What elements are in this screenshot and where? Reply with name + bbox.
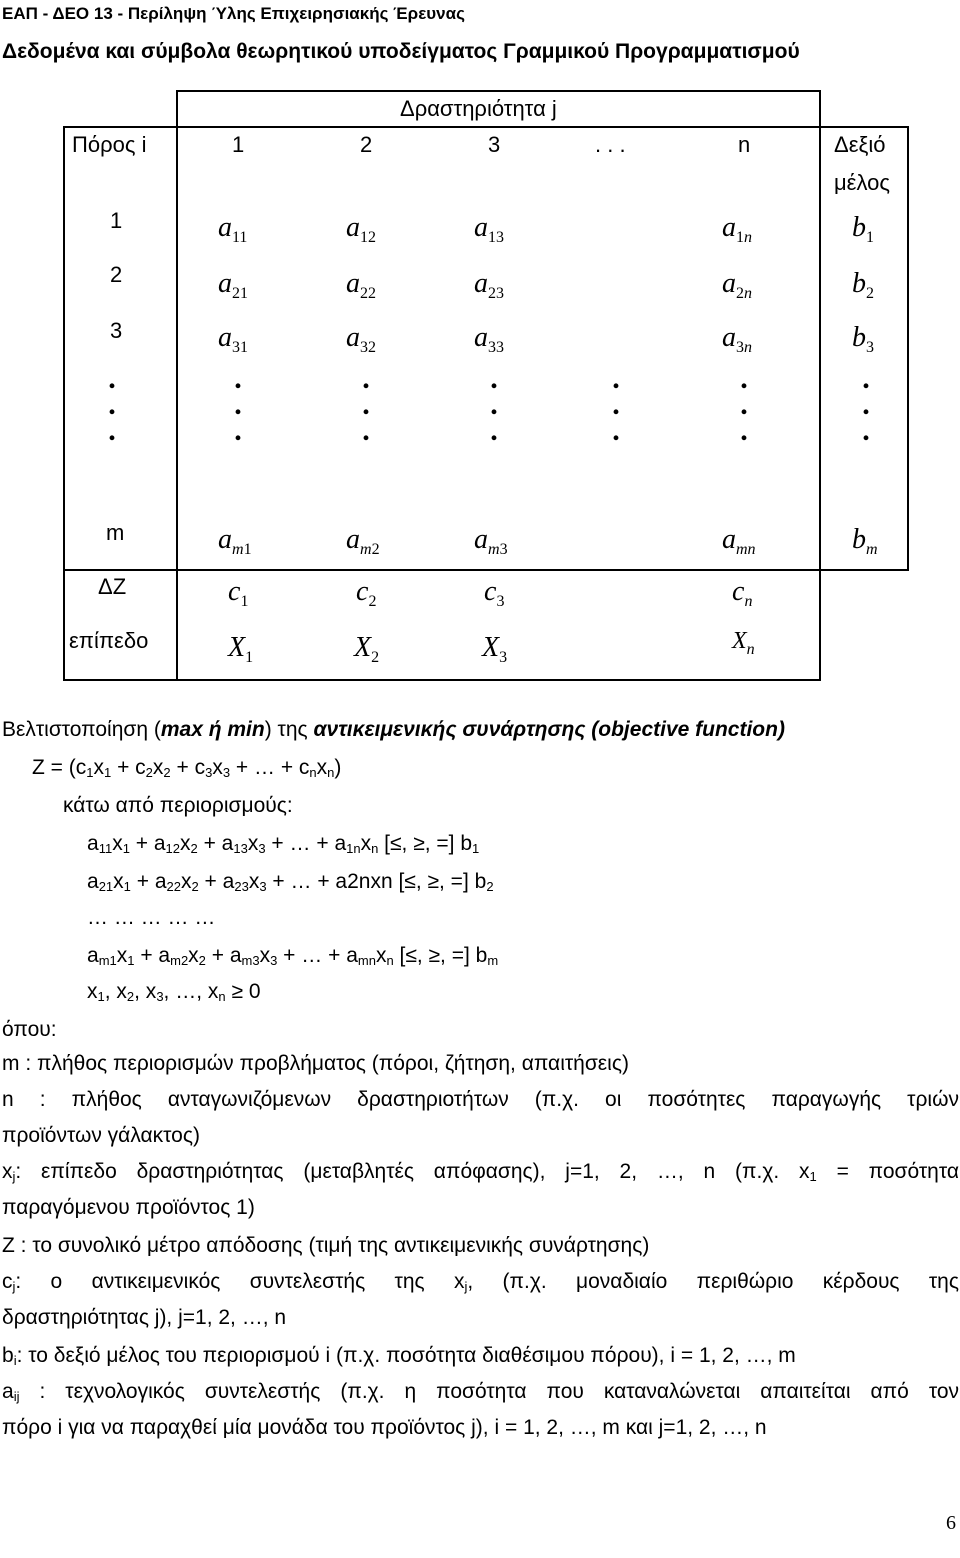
vertical-ellipsis: . . . <box>108 362 116 447</box>
coefficient-a3n: $a_{3n}$ <box>722 322 752 356</box>
rhs-heading: μέλος <box>834 170 890 195</box>
vertical-ellipsis: . . . <box>862 362 870 447</box>
column-1: 1 <box>232 132 245 157</box>
coefficient-a23: $a_{23}$ <box>474 268 504 302</box>
coefficient-a21: $a_{21}$ <box>218 268 248 302</box>
coefficient-a32: $a_{32}$ <box>346 322 376 356</box>
constraint-1: $a_{11}x_1 + a_{12}x_2 + a_{13}x_3$ + … + $a_{1n}x_n$ [≤, ≥, =] $b_1$ <box>87 832 480 856</box>
section-title: Δεδομένα και σύμβολα θεωρητικού υποδείγματος Γραμμικού Προγραμματισμού <box>2 40 800 63</box>
coefficient-a31: $a_{31}$ <box>218 322 248 356</box>
definition-n: n : πλήθος ανταγωνιζόμενων δραστηριοτήτων (π.χ. οι ποσότητες παραγωγής τριών <box>2 1088 959 1111</box>
rhs-b3: $b_3$ <box>852 322 874 356</box>
table-border <box>63 679 821 681</box>
row-label-level: επίπεδο <box>69 628 149 653</box>
coefficient-a22: $a_{22}$ <box>346 268 376 302</box>
column-n: n <box>738 132 751 157</box>
column-dots: . . . <box>595 132 626 157</box>
nonnegativity: $x_1$, $x_2$, $x_3$, …, $x_n \ge 0$ <box>87 980 261 1004</box>
objective-function: $Z = (c_1x_1 + c_2x_2 + c_3x_3$ + … + $c_nx_n$) <box>32 756 342 780</box>
coefficient-a13: $a_{13}$ <box>474 212 504 246</box>
cost-cn: $c_n$ <box>732 576 753 610</box>
row-label-1: 1 <box>110 208 123 233</box>
table-border <box>63 126 909 128</box>
column-3: 3 <box>488 132 501 157</box>
rhs-b2: $b_2$ <box>852 268 874 302</box>
coefficient-am1: $a_{m1}$ <box>218 524 252 558</box>
vertical-ellipsis: . . . <box>490 362 498 447</box>
definition-c-cont: δραστηριότητας j), j=1, 2, …, n <box>2 1306 287 1329</box>
definition-n-cont: προϊόντων γάλακτος) <box>2 1124 200 1147</box>
table-border <box>907 126 909 570</box>
vertical-ellipsis: . . . <box>362 362 370 447</box>
coefficient-am3: $a_{m3}$ <box>474 524 508 558</box>
table-border <box>819 90 821 680</box>
definition-x: $x_j$: επίπεδο δραστηριότητας (μεταβλητές απόφασης), j=1, 2, …, n (π.χ. $x_1 = \pi o\sigma ό\tau\eta\tau\alpha$ <box>2 1160 959 1184</box>
coefficient-amn: $a_{mn}$ <box>722 524 756 558</box>
definition-a: $a_{ij}$ : τεχνολογικός συντελεστής (π.χ. η ποσότητα που καταναλώνεται απαιτείται από τον <box>2 1380 959 1404</box>
column-2: 2 <box>360 132 373 157</box>
page-number: 6 <box>946 1512 956 1534</box>
document-header: ΕΑΠ - ΔΕΟ 13 - Περίληψη Ύλης Επιχειρησιακής Έρευνας <box>2 4 465 23</box>
definition-c: $c_j$: ο αντικειμενικός συντελεστής της $x_j$, (π.χ. μοναδιαίο περιθώριο κέρδους της <box>2 1270 959 1294</box>
definition-b: $b_i$: το δεξιό μέλος του περιορισμού i (π.χ. ποσότητα διαθέσιμου πόρου), i = 1, 2, …, m <box>2 1344 796 1368</box>
row-label-3: 3 <box>110 318 123 343</box>
where-label: όπου: <box>2 1018 57 1041</box>
rhs-b1: $b_1$ <box>852 212 874 246</box>
constraint-2: $a_{21}x_1 + a_{22}x_2 + a_{23}x_3$ + … + a2nxn [≤, ≥, =] $b_2$ <box>87 870 494 894</box>
level-x3: $X_3$ <box>482 632 508 666</box>
coefficient-a12: $a_{12}$ <box>346 212 376 246</box>
row-label-m: m <box>106 520 125 545</box>
vertical-ellipsis: . . . <box>740 362 748 447</box>
objective-heading: Βελτιστοποίηση (max ή min) της αντικειμενικής συνάρτησης (objective function) <box>2 718 785 741</box>
row-label-dz: ΔΖ <box>98 574 127 599</box>
coefficient-a2n: $a_{2n}$ <box>722 268 752 302</box>
table-border <box>176 90 178 680</box>
definition-a-cont: πόρο i για να παραχθεί μία μονάδα του προϊόντος j), i = 1, 2, …, m και j=1, 2, …, n <box>2 1416 767 1439</box>
level-xn: $X_n$ <box>732 628 755 658</box>
cost-c2: $c_2$ <box>356 576 377 610</box>
level-x1: $X_1$ <box>228 632 254 666</box>
table-border <box>63 569 909 571</box>
cost-c3: $c_3$ <box>484 576 505 610</box>
definition-x-cont: παραγόμενου προϊόντος 1) <box>2 1196 255 1219</box>
coefficient-a33: $a_{33}$ <box>474 322 504 356</box>
rhs-bm: $b_m$ <box>852 524 878 558</box>
subject-to-label: κάτω από περιορισμούς: <box>63 794 293 817</box>
row-label-2: 2 <box>110 262 123 287</box>
rhs-heading: Δεξιό <box>834 132 886 157</box>
definition-z: Z : το συνολικό μέτρο απόδοσης (τιμή της αντικειμενικής συνάρτησης) <box>2 1234 650 1257</box>
coefficient-a1n: $a_{1n}$ <box>722 212 752 246</box>
activity-heading: Δραστηριότητα j <box>400 96 557 121</box>
definition-m: m : πλήθος περιορισμών προβλήματος (πόροι, ζήτηση, απαιτήσεις) <box>2 1052 629 1075</box>
coefficient-am2: $a_{m2}$ <box>346 524 380 558</box>
constraint-ellipsis: … … … … … <box>87 906 216 929</box>
table-border <box>176 90 821 92</box>
table-border <box>63 126 65 681</box>
vertical-ellipsis: . . . <box>612 362 620 447</box>
level-x2: $X_2$ <box>354 632 380 666</box>
cost-c1: $c_1$ <box>228 576 249 610</box>
vertical-ellipsis: . . . <box>234 362 242 447</box>
coefficient-a11: $a_{11}$ <box>218 212 248 246</box>
constraint-m: $a_{m1}x_1 + a_{m2}x_2 + a_{m3}x_3$ + … + $a_{mn}x_n$ [≤, ≥, =] $b_m$ <box>87 944 499 968</box>
resource-heading: Πόρος i <box>72 132 147 157</box>
